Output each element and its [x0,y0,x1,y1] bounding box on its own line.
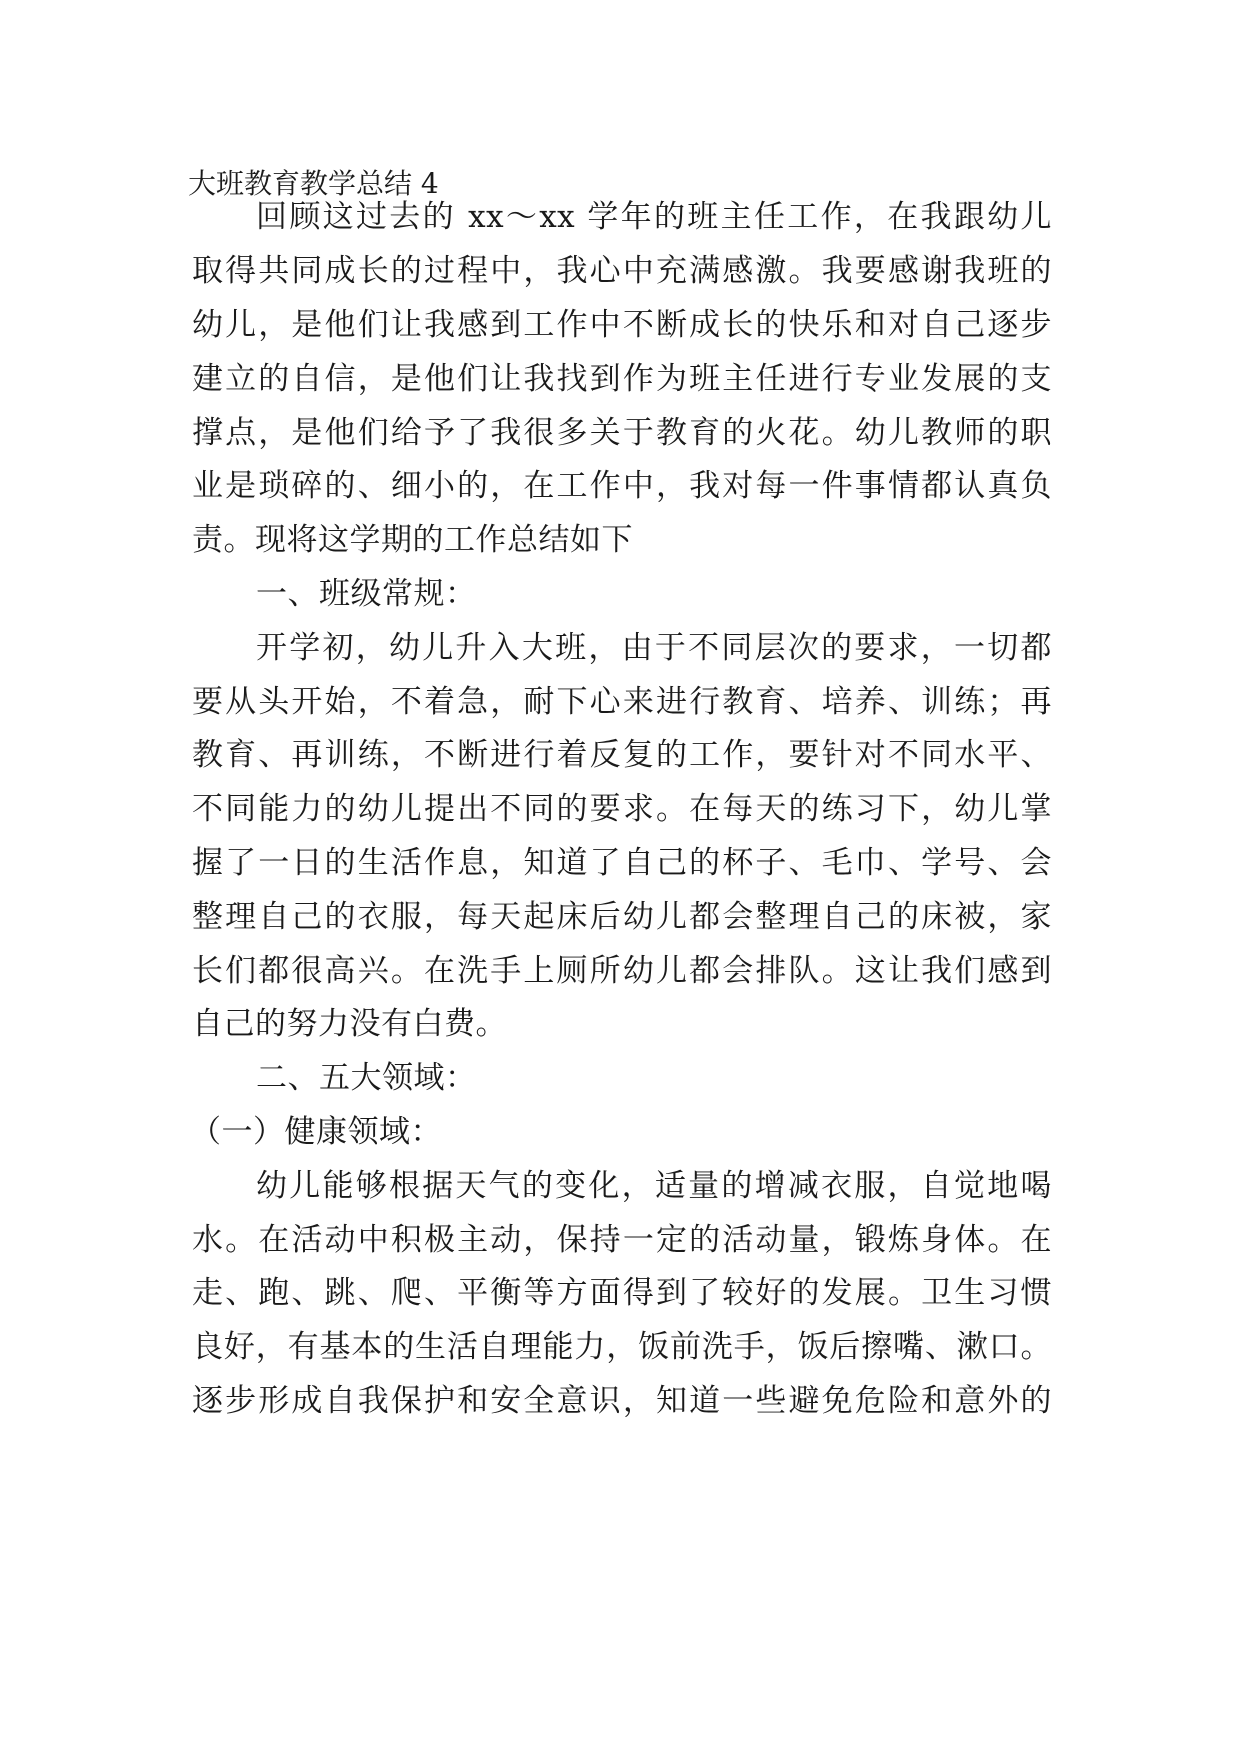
paragraph-line: 整理自己的衣服，每天起床后幼儿都会整理自己的床被，家 [192,899,1052,935]
paragraph-line: 自己的努力没有白费。 [192,1006,507,1042]
paragraph-line: 握了一日的生活作息，知道了自己的杯子、毛巾、学号、会 [192,845,1052,881]
paragraph-line: 教育、再训练，不断进行着反复的工作，要针对不同水平、 [192,737,1052,773]
paragraph-line: 责。现将这学期的工作总结如下 [192,522,633,558]
paragraph-line: 撑点，是他们给予了我很多关于教育的火花。幼儿教师的职 [192,415,1052,451]
section-heading: 二、五大领域： [256,1060,477,1096]
paragraph-line: 业是琐碎的、细小的，在工作中，我对每一件事情都认真负 [192,468,1052,504]
paragraph-line: 逐步形成自我保护和安全意识，知道一些避免危险和意外的 [192,1383,1052,1419]
section-heading: 一、班级常规： [256,576,477,612]
paragraph-line: 回顾这过去的 xx～xx 学年的班主任工作，在我跟幼儿 [256,199,1052,235]
paragraph-line: 开学初，幼儿升入大班，由于不同层次的要求，一切都 [256,630,1052,666]
paragraph-line: 水。在活动中积极主动，保持一定的活动量，锻炼身体。在 [192,1222,1052,1258]
document-title: 大班教育教学总结 4 [188,167,439,200]
paragraph-line: 幼儿，是他们让我感到工作中不断成长的快乐和对自己逐步 [192,307,1052,343]
paragraph-line: 长们都很高兴。在洗手上厕所幼儿都会排队。这让我们感到 [192,953,1052,989]
paragraph-line: 幼儿能够根据天气的变化，适量的增减衣服，自觉地喝 [256,1168,1052,1204]
subsection-heading: （一）健康领域： [190,1114,442,1150]
paragraph-line: 取得共同成长的过程中，我心中充满感激。我要感谢我班的 [192,253,1052,289]
paragraph-line: 良好，有基本的生活自理能力，饭前洗手，饭后擦嘴、漱口。 [192,1329,1052,1365]
paragraph-line: 要从头开始，不着急，耐下心来进行教育、培养、训练；再 [192,684,1052,720]
paragraph-line: 建立的自信，是他们让我找到作为班主任进行专业发展的支 [192,361,1052,397]
paragraph-line: 不同能力的幼儿提出不同的要求。在每天的练习下，幼儿掌 [192,791,1052,827]
paragraph-line: 走、跑、跳、爬、平衡等方面得到了较好的发展。卫生习惯 [192,1275,1052,1311]
